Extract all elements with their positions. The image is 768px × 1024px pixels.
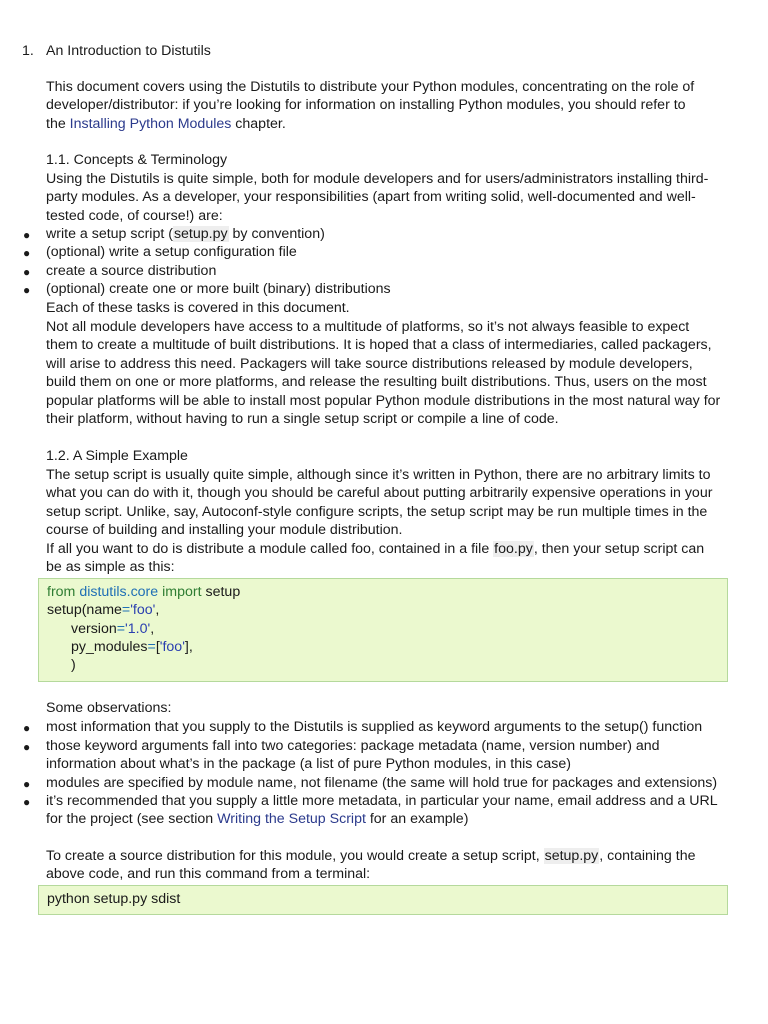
bullet-icon: ● <box>23 246 31 260</box>
section-title: An Introduction to Distutils <box>46 43 211 59</box>
paragraph-line: them to create a multitude of built distributions. It is hoped that a class of intermediaries, called packagers, <box>46 337 712 354</box>
list-item: (optional) write a setup configuration file <box>46 244 297 260</box>
paragraph-line: tested code, of course!) are: <box>46 207 223 224</box>
list-item: write a setup script (setup.py by convention) <box>46 226 325 242</box>
concepts-paragraph-3 <box>46 318 736 428</box>
concepts-heading: 1.1. Concepts & Terminology <box>46 152 228 168</box>
code-line: from distutils.core import setup <box>47 584 241 600</box>
paragraph-line: If all you want to do is distribute a module called foo, contained in a file foo.py, then your setup script can <box>46 540 705 557</box>
list-item: modules are specified by module name, not filename (the same will hold true for packages and extensions) <box>46 775 718 791</box>
paragraph-line: party modules. As a developer, your responsibilities (apart from writing solid, well-documented and well- <box>46 189 696 206</box>
code-block <box>38 578 728 682</box>
paragraph-line: popular platforms will be able to install most popular Python module distributions in the most natural way for <box>46 392 721 409</box>
paragraph-line: setup script. Unlike, say, Autoconf-style configure scripts, the setup script may be run multiple times in the <box>46 503 708 520</box>
example-paragraph <box>46 466 736 576</box>
paragraph-line: course of building and installing your module distribution. <box>46 522 403 539</box>
section-number: 1. <box>22 43 34 59</box>
paragraph-line: will arise to address this need. Packagers will take source distributions released by module developers, <box>46 355 693 372</box>
paragraph-line: Not all module developers have access to a multitude of platforms, so it’s not always feasible to expect <box>46 319 690 335</box>
intro-line: This document covers using the Distutils to distribute your Python modules, concentrating on the role of <box>46 79 695 95</box>
command-code-block <box>38 885 728 915</box>
intro-line: developer/distributor: if you’re looking for information on installing Python modules, you should refer to <box>46 97 686 114</box>
inline-code: setup.py <box>544 848 599 864</box>
installing-python-modules-link[interactable]: Installing Python Modules <box>69 115 232 132</box>
code-line: setup(name='foo', <box>47 602 160 619</box>
paragraph-line: The setup script is usually quite simple, although since it’s written in Python, there are no arbitrary limits to <box>46 467 711 483</box>
concepts-paragraph-2: Each of these tasks is covered in this document. <box>46 300 350 316</box>
list-item: most information that you supply to the Distutils is supplied as keyword arguments to the setup() function <box>46 719 703 735</box>
paragraph-line: build them on one or more platforms, and release the resulting built distributions. Thus, users on the most <box>46 374 707 391</box>
bullet-icon: ● <box>23 777 31 791</box>
writing-setup-script-link[interactable]: Writing the Setup Script <box>217 811 366 828</box>
bullet-icon: ● <box>23 740 31 754</box>
list-item: it’s recommended that you supply a little more metadata, in particular your name, email address and a URL for the project (see section Writing the Setup Script for an example) <box>46 793 718 828</box>
paragraph-line: what you can do with it, though you should be careful about putting arbitrarily expensive operations in your <box>46 485 713 502</box>
bullet-icon: ● <box>23 283 31 297</box>
observations-heading: Some observations: <box>46 700 172 716</box>
bullet-icon: ● <box>23 265 31 279</box>
list-item: create a source distribution <box>46 263 217 279</box>
command-line: python setup.py sdist <box>47 891 181 907</box>
bullet-icon: ● <box>23 228 31 242</box>
paragraph-line: their platform, without having to run a single setup script or compile a line of code. <box>46 410 559 427</box>
example-heading: 1.2. A Simple Example <box>46 448 188 464</box>
inline-code: foo.py <box>494 540 533 557</box>
code-line: ) <box>71 657 76 674</box>
paragraph-line: Using the Distutils is quite simple, both for module developers and for users/administrators installing third- <box>46 171 709 187</box>
list-item: (optional) create one or more built (binary) distributions <box>46 281 391 297</box>
concepts-paragraph <box>46 170 736 225</box>
bullet-icon: ● <box>23 721 31 735</box>
inline-code: setup.py <box>173 226 228 242</box>
code-line: py_modules=['foo'], <box>71 638 193 655</box>
code-line: version='1.0', <box>71 620 155 637</box>
bullet-icon: ● <box>23 795 31 809</box>
intro-line: the Installing Python Modules chapter. <box>46 115 286 132</box>
sdist-paragraph: To create a source distribution for this module, you would create a setup script, setup.py, containing the above code, and run this command from a terminal: <box>46 848 696 883</box>
paragraph-line: be as simple as this: <box>46 558 175 575</box>
intro-paragraph <box>46 78 736 133</box>
list-item: those keyword arguments fall into two categories: package metadata (name, version number) and information about what’s in the package (a list of pure Python modules, in this case) <box>46 738 660 773</box>
